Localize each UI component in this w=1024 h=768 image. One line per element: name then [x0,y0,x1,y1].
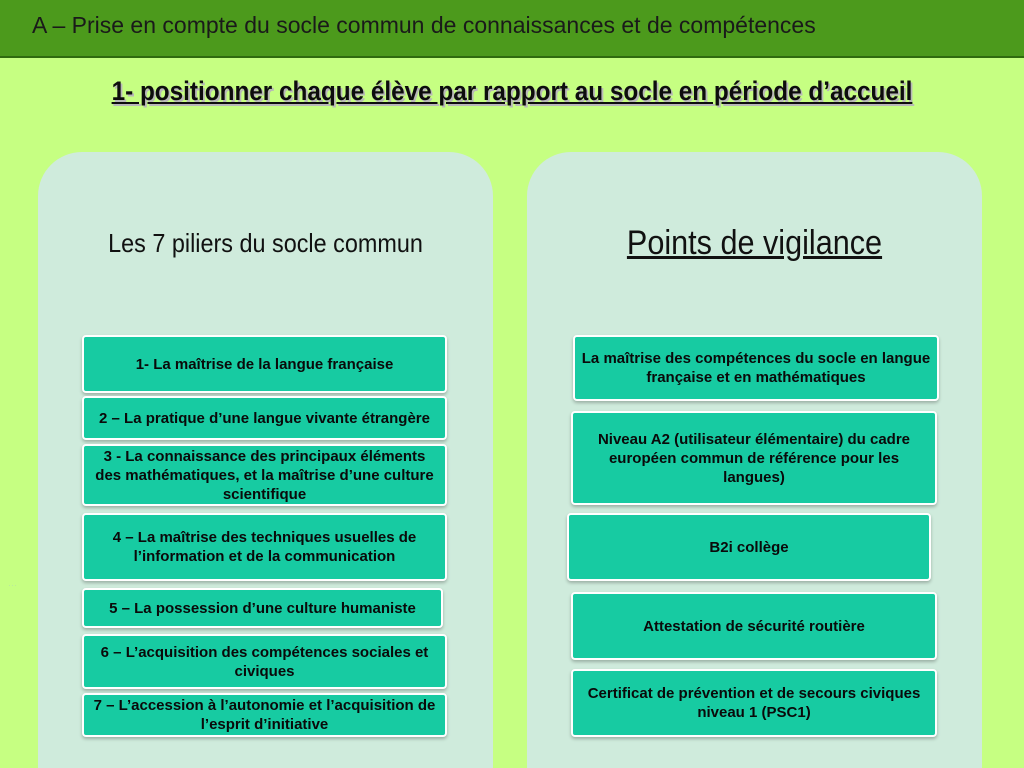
pilier-2-box [82,396,447,440]
vigilance-label: Certificat de prévention et de secours civiques niveau 1 (PSC1) [587,685,921,721]
pilier-label: 2 – La pratique d’une langue vivante étrangère [99,409,430,427]
vigilance-2-box [571,411,937,505]
pilier-3-box [82,444,447,506]
pilier-label: 3 - La connaissance des principaux éléments des mathématiques, et la maîtrise d’une culture scientifique [95,447,434,503]
pilier-label: 4 – La maîtrise des techniques usuelles de l’information et de la communication [112,529,417,565]
vigilance-heading: Points de vigilance [626,224,883,262]
piliers-heading: Les 7 piliers du socle commun [108,228,423,258]
vigilance-1-box [573,335,939,401]
header-bar [0,0,1024,58]
header-title: A – Prise en compte du socle commun de connaissances et de compétences [32,12,816,38]
pilier-6-box [82,634,447,689]
pilier-label: 5 – La possession d’une culture humaniste [109,599,416,617]
vigilance-panel [527,152,982,768]
pilier-label: 7 – L’accession à l’autonomie et l’acquisition de l’esprit d’initiative [93,697,436,733]
vigilance-3-box [567,513,931,581]
vigilance-label: Attestation de sécurité routière [643,617,865,635]
vigilance-label: Niveau A2 (utilisateur élémentaire) du cadre européen commun de référence pour les langues) [597,430,911,486]
vigilance-4-box [571,592,937,660]
pilier-5-box [82,588,443,628]
decorative-dots: ··· [8,580,17,590]
vigilance-label: B2i collège [709,538,789,556]
vigilance-5-box [571,669,937,737]
pilier-label: 1- La maîtrise de la langue française [135,355,394,373]
pilier-label: 6 – L’acquisition des compétences sociales et civiques [100,643,429,680]
pilier-7-box [82,693,447,737]
pilier-1-box [82,335,447,393]
pilier-4-box [82,513,447,581]
slide-subtitle: 1- positionner chaque élève par rapport au socle en période d’accueil [111,76,913,106]
vigilance-label: La maîtrise des compétences du socle en langue française et en mathématiques [581,350,931,386]
piliers-panel [38,152,493,768]
